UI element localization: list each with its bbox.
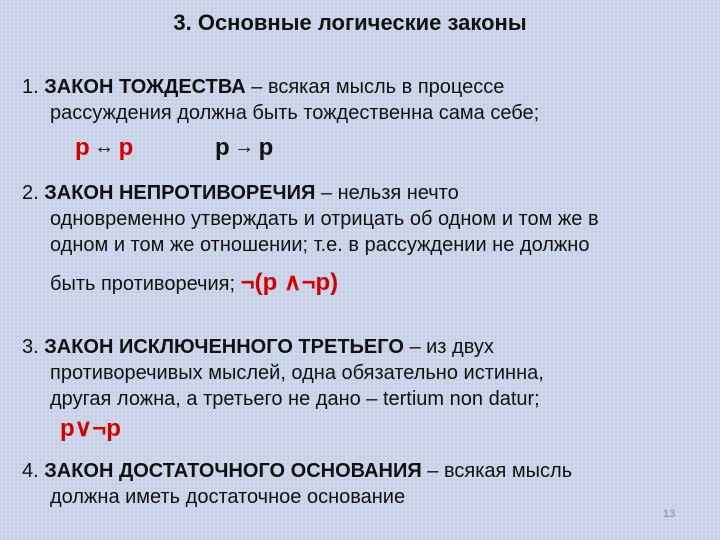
law-2-desc-1: – нельзя нечто	[315, 182, 459, 204]
formula-variable: p	[75, 134, 90, 161]
law-4-name: ЗАКОН ДОСТАТОЧНОГО ОСНОВАНИЯ	[44, 460, 422, 482]
law-2-formula: ¬(p ∧¬p)	[240, 269, 339, 296]
law-3-desc-1: – из двух	[403, 336, 494, 358]
law-3-formula: p∨¬p	[60, 415, 121, 442]
page-number: 13	[663, 508, 676, 520]
law-excluded-middle	[22, 334, 717, 412]
law-2-line-1	[22, 180, 717, 206]
law-3-formula-row	[60, 414, 121, 443]
law-1-line-2: рассуждения должна быть тождественна сама себе;	[50, 102, 540, 124]
law-3-name: ЗАКОН ИСКЛЮЧЕННОГО ТРЕТЬЕГО	[44, 336, 404, 358]
law-3-line-2: противоречивых мыслей, одна обязательно истинна,	[50, 362, 544, 384]
law-2-desc-4: быть противоречия;	[50, 273, 236, 295]
law-2-name: ЗАКОН НЕПРОТИВОРЕЧИЯ	[44, 182, 316, 204]
formula-variable: p	[215, 134, 230, 161]
formula-variable: p	[258, 134, 274, 161]
law-2-line-4	[22, 270, 717, 297]
double-arrow-icon: ↔	[94, 136, 115, 158]
law-4-line-1	[22, 458, 717, 484]
law-4-line-2: должна иметь достаточное основание	[50, 486, 406, 508]
law-1-line-1	[22, 74, 717, 100]
law-1-desc-1: – всякая мысль в процессе	[245, 76, 505, 98]
slide-title: 3. Основные логические законы	[173, 10, 527, 35]
law-2-line-2: одновременно утверждать и отрицать об одном и том же в	[50, 208, 599, 230]
law-3-line-3: другая ложна, а третьего не дано – tertium non datur;	[50, 388, 540, 410]
law-identity	[22, 74, 717, 126]
law-1-name: ЗАКОН ТОЖДЕСТВА	[44, 76, 246, 98]
law-3-line-1	[22, 334, 717, 360]
law-4-number: 4.	[22, 460, 39, 482]
law-1-formula-equivalence	[75, 134, 133, 162]
law-3-number: 3.	[22, 336, 39, 358]
law-non-contradiction	[22, 180, 717, 297]
formula-variable: p	[118, 134, 134, 161]
law-2-number: 2.	[22, 182, 39, 204]
law-1-number: 1.	[22, 76, 39, 98]
law-2-line-3: одном и том же отношении; т.е. в рассуждении не должно	[50, 234, 590, 256]
law-4-desc-1: – всякая мысль	[421, 460, 573, 482]
right-arrow-icon: →	[234, 136, 255, 158]
law-sufficient-reason	[22, 458, 717, 510]
law-1-formula-implication	[215, 134, 273, 162]
